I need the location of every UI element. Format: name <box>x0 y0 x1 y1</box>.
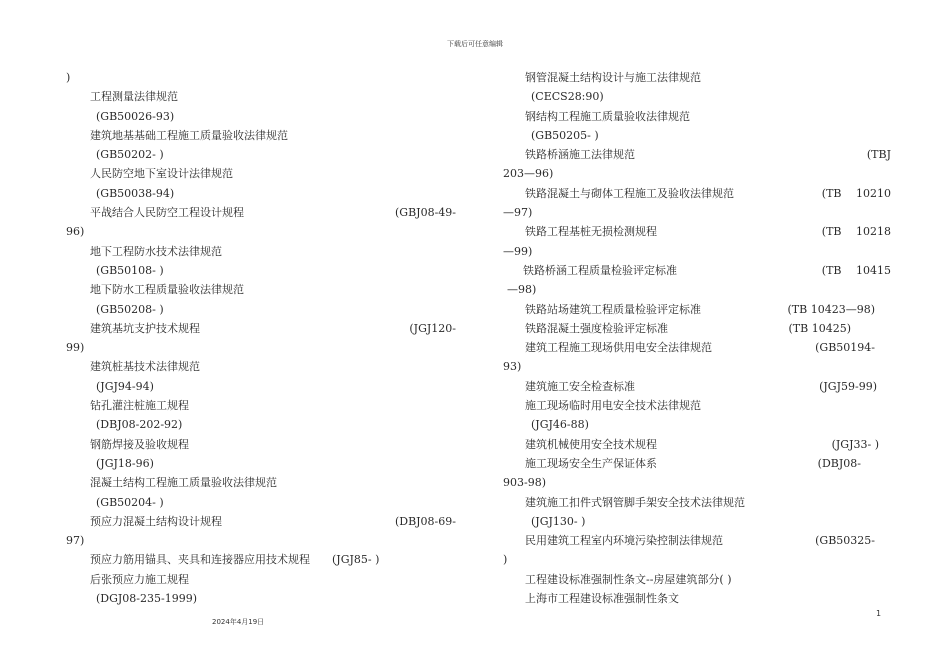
standard-title: (GB50204- ) <box>96 495 164 509</box>
standard-line <box>66 222 456 241</box>
standard-line <box>503 415 891 434</box>
standard-title: (GB50038-94) <box>96 186 175 200</box>
standard-title: 人民防空地下室设计法律规范 <box>90 167 233 181</box>
standard-title: 建筑地基基础工程施工质量验收法律规范 <box>90 128 288 142</box>
standard-code: (JGJ33- ) <box>831 437 879 451</box>
standard-title: (GB50202- ) <box>96 148 164 162</box>
standard-title: (GB50026-93) <box>96 109 175 123</box>
standard-title: 建筑施工安全检查标准 <box>525 379 635 393</box>
standard-line <box>66 87 456 106</box>
standard-code: (GB50194- <box>815 341 875 355</box>
standard-line <box>503 68 891 87</box>
page-number: 1 <box>876 609 882 618</box>
standard-line <box>503 454 891 473</box>
standard-code: (DBJ08-69- <box>394 514 456 528</box>
standard-title: 地下防水工程质量验收法律规范 <box>90 283 244 297</box>
standard-title: 平战结合人民防空工程设计规程 <box>90 206 244 220</box>
standard-title: 铁路工程基桩无损检测规程 <box>525 225 657 239</box>
standard-line <box>503 396 891 415</box>
standard-line <box>66 184 456 203</box>
standard-title: 建筑工程施工现场供用电安全法律规范 <box>525 341 712 355</box>
standard-line <box>66 107 456 126</box>
standard-title: 建筑机械使用安全技术规程 <box>525 437 657 451</box>
standard-title: 预应力混凝土结构设计规程 <box>90 514 222 528</box>
standard-line <box>503 222 891 241</box>
standard-line <box>66 415 456 434</box>
standard-title: 203—96) <box>503 167 554 181</box>
standard-line <box>503 357 891 376</box>
standard-line <box>66 319 456 338</box>
standard-line <box>503 377 891 396</box>
standard-title: 后张预应力施工规程 <box>90 572 189 586</box>
standard-title: 建筑桩基技术法律规范 <box>90 360 200 374</box>
standard-line <box>503 512 891 531</box>
standard-title: ) <box>503 553 508 567</box>
standard-code: (DBJ08- <box>817 456 861 470</box>
standard-title: 钢结构工程施工质量验收法律规范 <box>525 109 690 123</box>
standard-title: (JGJ94-94) <box>96 379 154 393</box>
standard-title: (GB50108- ) <box>96 263 164 277</box>
standard-title: 钢管混凝土结构设计与施工法律规范 <box>525 71 701 84</box>
standard-line <box>66 377 456 396</box>
standard-line <box>66 242 456 261</box>
standard-title: (GB50205- ) <box>531 128 599 142</box>
standard-line <box>503 473 891 492</box>
standard-title: 铁路混凝土强度检验评定标准 <box>525 321 668 335</box>
standard-line <box>66 512 456 531</box>
standard-title: 施工现场临时用电安全技术法律规范 <box>525 399 701 413</box>
standard-title: 铁路站场建筑工程质量检验评定标准 <box>525 302 701 316</box>
standard-title: —97) <box>503 206 533 220</box>
standard-title: (JGJ130- ) <box>531 514 586 528</box>
standard-line <box>66 164 456 183</box>
standard-line <box>503 261 891 280</box>
standard-title: 97) <box>66 534 85 548</box>
standard-title: 钢筋焊接及验收规程 <box>90 437 189 451</box>
standard-line <box>66 589 456 608</box>
standard-title: 地下工程防水技术法律规范 <box>90 244 222 258</box>
standard-code: (TB 10415 <box>821 263 891 277</box>
standard-line <box>503 203 891 222</box>
standard-title: 预应力筋用锚具、夹具和连接器应用技术规程 (JGJ85- ) <box>90 553 380 567</box>
standard-line <box>503 493 891 512</box>
standard-line <box>66 68 456 87</box>
standard-line <box>503 280 891 299</box>
standard-line <box>503 107 891 126</box>
standard-title: 民用建筑工程室内环境污染控制法律规范 <box>525 534 723 548</box>
standard-line <box>66 396 456 415</box>
standard-title: 上海市工程建设标准强制性条文 <box>525 592 679 606</box>
standard-code: (TB 10218 <box>821 225 891 239</box>
standard-line <box>66 357 456 376</box>
standard-title: 混凝土结构工程施工质量验收法律规范 <box>90 476 277 490</box>
standard-line <box>66 454 456 473</box>
standard-line <box>503 242 891 261</box>
standard-code: (TBJ <box>866 148 891 162</box>
standard-title: 铁路混凝土与砌体工程施工及验收法律规范 <box>525 186 734 200</box>
standard-code: (TB 10210 <box>821 186 891 200</box>
standard-code: (JGJ120- <box>409 321 456 335</box>
standard-line <box>66 531 456 550</box>
standard-line <box>66 570 456 589</box>
standard-line <box>66 300 456 319</box>
standard-title: 铁路桥涵施工法律规范 <box>525 148 635 162</box>
standard-line <box>66 550 456 569</box>
standard-code: (TB 10425) <box>788 321 851 335</box>
standard-title: 99) <box>66 341 85 355</box>
standard-title: (DGJ08-235-1999) <box>96 592 198 606</box>
standard-code: (TB 10423—98) <box>787 302 875 316</box>
standard-line <box>503 589 891 608</box>
standard-title: 93) <box>503 360 522 374</box>
standard-title: 施工现场安全生产保证体系 <box>525 456 657 470</box>
standard-title: ) <box>66 71 71 84</box>
standard-code: (GBJ08-49- <box>395 206 456 220</box>
standard-line <box>503 164 891 183</box>
standard-title: 建筑基坑支护技术规程 <box>90 321 200 335</box>
standard-line <box>66 435 456 454</box>
standard-title: 工程测量法律规范 <box>90 90 178 104</box>
standard-title: 钻孔灌注桩施工规程 <box>90 399 189 413</box>
standard-line <box>503 435 891 454</box>
standard-title: —99) <box>503 244 533 258</box>
standard-line <box>503 126 891 145</box>
standard-line <box>503 531 891 550</box>
left-column <box>66 68 456 608</box>
standard-line <box>503 550 891 569</box>
standard-code: (JGJ59-99) <box>819 379 877 393</box>
standard-line <box>66 280 456 299</box>
standard-title: (GB50208- ) <box>96 302 164 316</box>
standard-line <box>503 300 891 319</box>
standard-title: 建筑施工扣件式钢管脚手架安全技术法律规范 <box>525 495 745 509</box>
standard-line <box>66 126 456 145</box>
standard-code: (GB50325- <box>815 534 875 548</box>
standard-title: 903-98) <box>503 476 547 490</box>
standard-line <box>66 493 456 512</box>
standard-line <box>503 184 891 203</box>
standard-title: (CECS28:90) <box>531 90 604 104</box>
right-column <box>503 68 891 608</box>
standard-line <box>66 473 456 492</box>
standard-line <box>66 338 456 357</box>
standard-line <box>66 203 456 222</box>
standard-title: (JGJ18-96) <box>96 456 154 470</box>
standard-title: 工程建设标准强制性条文--房屋建筑部分( ) <box>525 572 732 586</box>
standard-title: (DBJ08-202-92) <box>96 418 183 432</box>
standard-title: —98) <box>507 283 537 297</box>
page-header: 下载后可任意编辑 <box>447 40 503 48</box>
footer-date: 2024年4月19日 <box>212 618 265 626</box>
standard-line <box>66 145 456 164</box>
standard-title: 铁路桥涵工程质量检验评定标准 <box>523 263 677 277</box>
standard-line <box>503 319 891 338</box>
standard-title: 96) <box>66 225 85 239</box>
standard-line <box>503 570 891 589</box>
standard-line <box>503 87 891 106</box>
standard-title: (JGJ46-88) <box>531 418 589 432</box>
standard-line <box>503 145 891 164</box>
standard-line <box>66 261 456 280</box>
standard-line <box>503 338 891 357</box>
